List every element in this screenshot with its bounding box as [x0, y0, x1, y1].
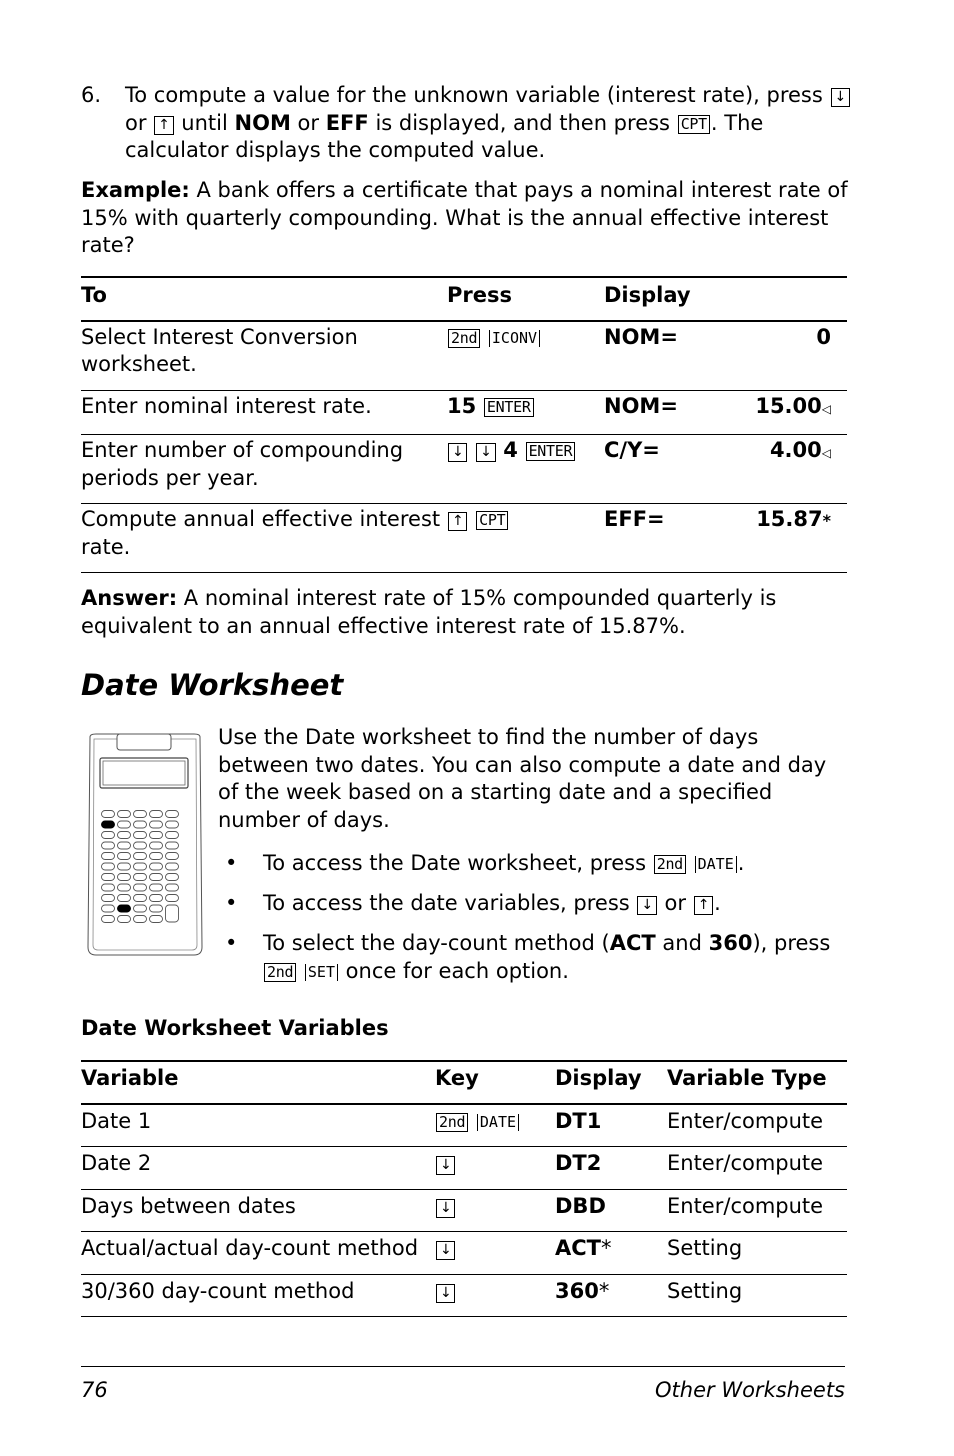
- row-display: [555, 1232, 667, 1275]
- section-title: Date Worksheet: [81, 668, 344, 702]
- col-header-variable: Variable: [81, 1061, 435, 1104]
- enter-key-icon: ENTER: [484, 398, 534, 417]
- row-type: Enter/compute: [667, 1104, 847, 1147]
- step-text: [125, 82, 851, 165]
- bullet-text-end: once for each option.: [345, 958, 569, 983]
- row-display: [555, 1189, 667, 1232]
- row-display-value: [714, 504, 847, 573]
- row-type: Enter/compute: [667, 1189, 847, 1232]
- table-row: [81, 1104, 847, 1147]
- down-arrow-key-icon: ↓: [436, 1284, 455, 1303]
- computed-indicator-icon: *: [822, 511, 831, 530]
- bullet-end: .: [714, 891, 721, 915]
- iconv-key-icon: ICONV: [489, 330, 540, 347]
- row-type: Setting: [667, 1278, 743, 1303]
- row-type: Enter/compute: [667, 1147, 847, 1190]
- table-row: [81, 435, 847, 504]
- example-paragraph: [81, 177, 851, 260]
- cpt-key-icon: CPT: [476, 511, 508, 530]
- step-number: 6.: [81, 83, 102, 107]
- step-text-2: or: [125, 110, 147, 135]
- step-text-6: . The calculator displays the computed value.: [125, 110, 764, 162]
- display-text: DT2: [555, 1151, 602, 1175]
- down-arrow-key-icon: ↓: [436, 1241, 455, 1260]
- table-row: [81, 1232, 847, 1275]
- table-row: [81, 390, 847, 435]
- row-display-label: NOM=: [604, 390, 714, 435]
- bullet-text-and: and: [662, 931, 702, 955]
- row-description: Compute annual effective interest rate.: [81, 507, 441, 559]
- bullet-icon: •: [225, 931, 238, 955]
- set-key-icon: SET: [305, 964, 338, 981]
- row-key: [435, 1104, 555, 1147]
- subsection-title: Date Worksheet Variables: [81, 1016, 389, 1040]
- row-display-value: [714, 390, 847, 435]
- footer-rule: [81, 1366, 845, 1367]
- example-label: Example:: [81, 178, 190, 202]
- press-number: 15: [447, 393, 477, 418]
- table-row: [81, 1189, 847, 1232]
- 2nd-key-icon: 2nd: [654, 855, 686, 874]
- act-variable: ACT: [609, 931, 656, 955]
- table-header-row: [81, 1061, 847, 1104]
- col-header-display: Display: [555, 1061, 667, 1104]
- entered-indicator-icon: ◁: [821, 401, 831, 416]
- row-key: [435, 1147, 555, 1190]
- entered-indicator-icon: ◁: [821, 446, 831, 460]
- down-arrow-key-icon: ↓: [831, 88, 850, 107]
- bullet-text-press: ), press: [752, 931, 831, 955]
- row-display: [555, 1274, 667, 1317]
- row-description: Enter number of compounding periods per year.: [81, 435, 447, 504]
- row-press: [447, 504, 604, 573]
- table-row: [81, 1274, 847, 1317]
- page-number: 76: [81, 1378, 108, 1402]
- up-arrow-key-icon: ↑: [694, 896, 713, 915]
- row-press: [447, 435, 604, 504]
- row-display-label: C/Y=: [604, 435, 714, 504]
- step-text-4: or: [297, 110, 320, 135]
- bullet-text: To access the date variables, press: [263, 891, 630, 915]
- col-header-display: Display: [604, 277, 847, 321]
- 360-variable: 360: [708, 931, 753, 955]
- row-variable: Actual/actual day-count method: [81, 1232, 435, 1275]
- row-display: [555, 1147, 667, 1190]
- 2nd-key-icon: 2nd: [448, 329, 480, 348]
- row-display: [555, 1104, 667, 1147]
- row-key: [435, 1274, 555, 1317]
- col-header-type: Variable Type: [667, 1061, 847, 1104]
- row-variable: Date 2: [81, 1147, 435, 1190]
- table-header-row: [81, 277, 847, 321]
- down-arrow-key-icon: ↓: [448, 443, 467, 462]
- row-display-value: [714, 321, 847, 391]
- down-arrow-key-icon: ↓: [436, 1156, 455, 1175]
- display-text: DBD: [555, 1193, 606, 1218]
- bullet-text: To select the day-count method (: [263, 931, 610, 955]
- step-text-5: is displayed, and then press: [375, 110, 670, 135]
- star: *: [601, 1236, 612, 1260]
- row-description: Select Interest Conversion worksheet.: [81, 321, 447, 391]
- row-variable: Days between dates: [81, 1189, 435, 1232]
- 2nd-key-icon: 2nd: [436, 1113, 468, 1132]
- col-header-press: Press: [447, 277, 604, 321]
- running-head: Other Worksheets: [655, 1378, 845, 1402]
- value-text: 15.00: [755, 393, 822, 418]
- list-item: [218, 930, 848, 985]
- nom-variable: NOM: [234, 110, 291, 135]
- row-press: [447, 321, 604, 391]
- press-number: 4: [503, 438, 518, 462]
- answer-label: Answer:: [81, 586, 178, 610]
- table-row: [81, 321, 847, 391]
- display-text: ACT: [555, 1236, 601, 1260]
- step-text-3: until: [181, 110, 228, 135]
- display-text: DT1: [555, 1108, 602, 1133]
- row-key: [435, 1232, 555, 1275]
- display-text: 360: [555, 1278, 599, 1303]
- value-text: 0: [816, 324, 831, 349]
- table-row: [81, 1147, 847, 1190]
- bullet-end: .: [737, 851, 745, 875]
- value-text: 15.87: [756, 507, 823, 531]
- bullet-text: To access the Date worksheet, press: [263, 851, 647, 875]
- list-item: [218, 890, 848, 918]
- down-arrow-key-icon: ↓: [476, 443, 495, 462]
- step-6: [81, 82, 851, 165]
- up-arrow-key-icon: ↑: [448, 512, 467, 531]
- table-row: [81, 504, 847, 573]
- eff-variable: EFF: [325, 110, 369, 135]
- down-arrow-key-icon: ↓: [637, 896, 656, 915]
- bullet-list: [218, 850, 848, 998]
- cpt-key-icon: CPT: [678, 115, 710, 134]
- intro-paragraph: Use the Date worksheet to find the number of days between two dates. You can also compute a date and day of the week based on a starting date and a specified number of days.: [218, 725, 827, 832]
- list-item: [218, 850, 848, 878]
- answer-text: A nominal interest rate of 15% compounded quarterly is equivalent to an annual effective interest rate of 15.87%.: [81, 586, 777, 638]
- step-text-1: To compute a value for the unknown variable (interest rate), press: [125, 83, 823, 107]
- row-variable: Date 1: [81, 1104, 435, 1147]
- example-text: A bank offers a certificate that pays a nominal interest rate of 15% with quarterly compounding. What is the annual effective interest rate?: [81, 178, 848, 257]
- calculator-icon: [84, 733, 206, 957]
- interest-conversion-table: [81, 276, 847, 573]
- value-text: 4.00: [769, 438, 822, 462]
- date-key-icon: DATE: [477, 1114, 519, 1131]
- row-key: [435, 1189, 555, 1232]
- row-type: Setting: [667, 1232, 847, 1275]
- row-press: [447, 390, 604, 435]
- row-display-value: [714, 435, 847, 504]
- bullet-text-mid: or: [664, 891, 686, 915]
- row-display-label: EFF=: [604, 507, 665, 531]
- date-key-icon: DATE: [695, 856, 737, 873]
- bullet-icon: •: [225, 891, 238, 915]
- answer-paragraph: [81, 585, 851, 640]
- row-description: Enter nominal interest rate.: [81, 390, 447, 435]
- enter-key-icon: ENTER: [526, 442, 576, 461]
- bullet-icon: •: [225, 851, 238, 875]
- col-header-to: To: [81, 277, 447, 321]
- 2nd-key-icon: 2nd: [264, 963, 296, 982]
- down-arrow-key-icon: ↓: [436, 1199, 455, 1218]
- row-variable: 30/360 day-count method: [81, 1278, 355, 1303]
- date-variables-table: [81, 1060, 847, 1317]
- col-header-key: Key: [435, 1061, 555, 1104]
- star: *: [598, 1278, 610, 1303]
- row-display-label: NOM=: [604, 321, 714, 391]
- up-arrow-key-icon: ↑: [154, 116, 173, 135]
